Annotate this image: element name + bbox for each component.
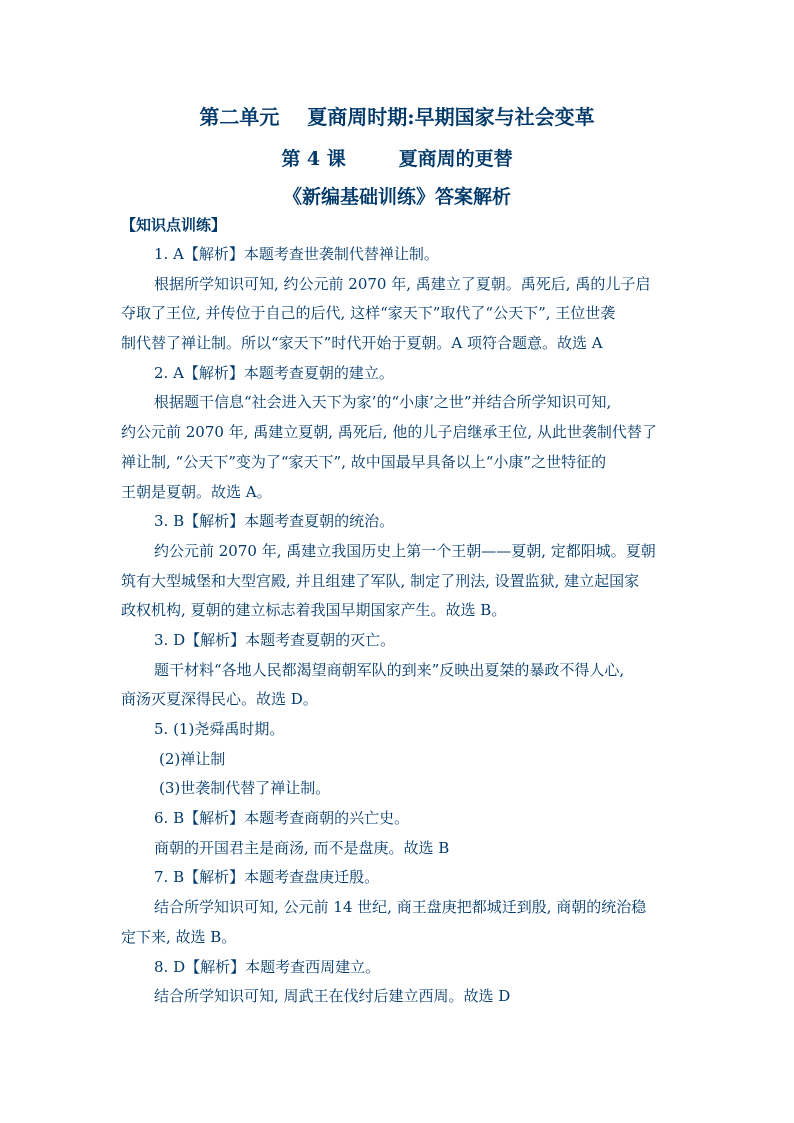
- answer-7-heading: 7. B【解析】本题考查盘庚迁殷。: [154, 868, 380, 887]
- answer-8-heading: 8. D【解析】本题考查西周建立。: [154, 957, 381, 976]
- document-title: 《新编基础训练》答案解析: [282, 186, 511, 208]
- answer-5-part-3: (3)世袭制代替了禅让制。: [159, 779, 331, 798]
- answer-5-part-1: 5. (1)尧舜禹时期。: [154, 720, 285, 738]
- answer-2-heading: 2. A【解析】本题考查夏朝的建立。: [154, 363, 394, 382]
- unit-title: 第二单元 夏商周时期:早期国家与社会变革: [199, 105, 595, 129]
- answer-2-text: 禅让制, “公天下”变为了“家天下”, 故中国最早具备以上“小康”之世特征的: [121, 452, 607, 471]
- answer-1-text: 制代替了禅让制。所以“家天下”时代开始于夏朝。A 项符合题意。故选 A: [121, 334, 603, 353]
- answer-3-text: 约公元前 2070 年, 禹建立我国历史上第一个王朝——夏朝, 定都阳城。夏朝: [154, 541, 656, 560]
- answer-1-heading: 1. A【解析】本题考查世袭制代替禅让制。: [154, 245, 439, 263]
- answer-3-text: 筑有大型城堡和大型宫殿, 并且组建了军队, 制定了刑法, 设置监狱, 建立起国家: [121, 571, 640, 590]
- answer-4-text: 商汤灭夏深得民心。故选 D。: [121, 690, 318, 709]
- answer-1-text: 夺取了王位, 并传位于自己的后代, 这样“家天下”取代了“公天下”, 王位世袭: [121, 304, 616, 323]
- answer-6-heading: 6. B【解析】本题考查商朝的兴亡史。: [154, 809, 410, 828]
- answer-5-part-2: (2)禅让制: [159, 749, 226, 768]
- answer-3-text: 政权机构, 夏朝的建立标志着我国早期国家产生。故选 B。: [121, 601, 507, 620]
- answer-7-text: 结合所学知识可知, 公元前 14 世纪, 商王盘庚把都城迁到殷, 商朝的统治稳: [154, 898, 647, 917]
- answer-4-text: 题干材料“各地人民都渴望商朝军队的到来”反映出夏桀的暴政不得人心,: [154, 660, 625, 679]
- answer-7-text: 定下来, 故选 B。: [121, 927, 237, 946]
- answer-2-text: 约公元前 2070 年, 禹建立夏朝, 禹死后, 他的儿子启继承王位, 从此世袭制代替了: [121, 423, 657, 442]
- answer-2-text: 王朝是夏朝。故选 A。: [121, 482, 272, 501]
- answer-4-heading: 3. D【解析】本题考查夏朝的灭亡。: [154, 630, 396, 649]
- answer-body: [121, 240, 677, 1012]
- answer-2-text: 根据题干信息“社会进入天下为家’的“小康’之世”并结合所学知识可知,: [154, 393, 612, 412]
- answer-6-text: 商朝的开国君主是商汤, 而不是盘庚。故选 B: [154, 838, 450, 857]
- answer-8-text: 结合所学知识可知, 周武王在伐纣后建立西周。故选 D: [154, 987, 511, 1006]
- answer-1-text: 根据所学知识可知, 约公元前 2070 年, 禹建立了夏朝。禹死后, 禹的儿子启: [154, 274, 651, 293]
- answer-3-heading: 3. B【解析】本题考查夏朝的统治。: [154, 512, 395, 531]
- section-heading: 【知识点训练】: [121, 216, 227, 234]
- lesson-title: 第 4 课 夏商周的更替: [281, 148, 513, 170]
